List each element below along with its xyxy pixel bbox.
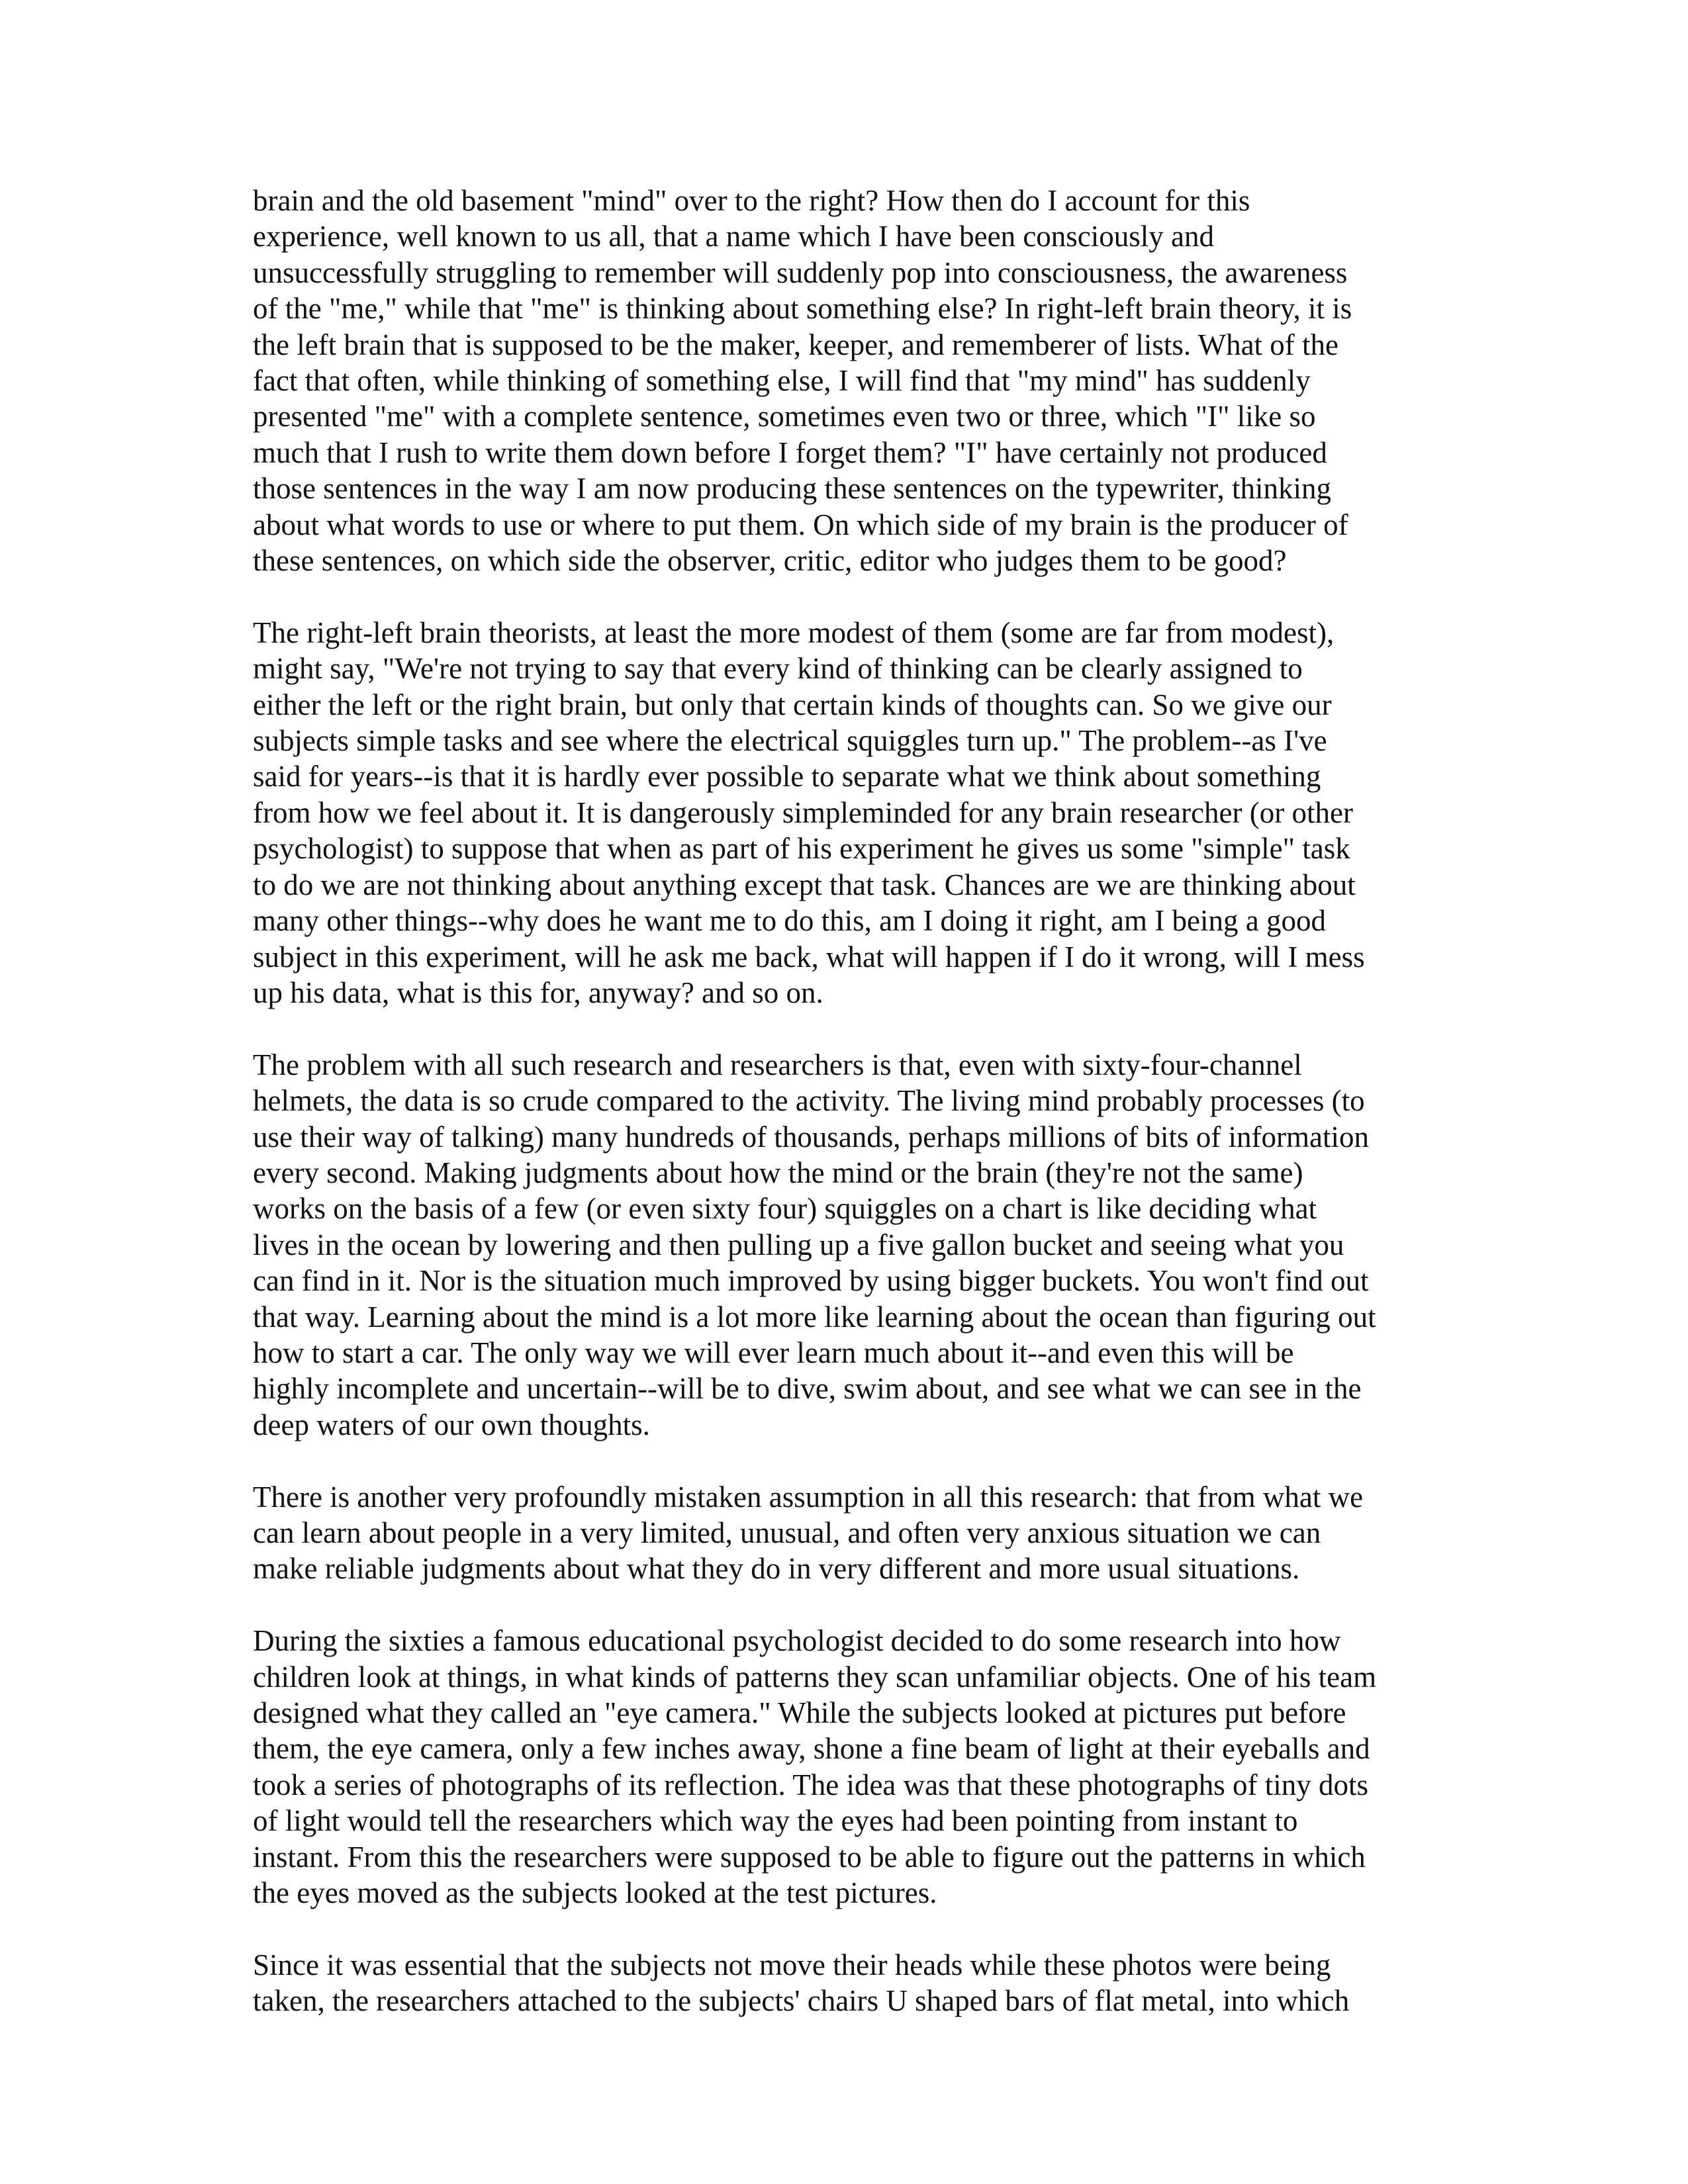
paragraph-2: The right-left brain theorists, at least the more modest of them (some are far from modest), might say, "We're not trying to say that every kind of thinking can be clearly assigned to either the left or the right brain, but only that certain kinds of thoughts can. So we give our subjects simple tasks and see where the electrical squiggles turn up." The problem--as I've said for years--is that it is hardly ever possible to separate what we think about something from how we feel about it. It is dangerously simpleminded for any brain researcher (or other psychologist) to suppose that when as part of his experiment he gives us some "simple" task to do we are not thinking about anything except that task. Chances are we are thinking about many other things--why does he want me to do this, am I doing it right, am I being a good subject in this experiment, will he ask me back, what will happen if I do it wrong, will I mess up his data, what is this for, anyway? and so on. [253, 615, 1365, 1009]
body-text [253, 183, 1438, 2019]
paragraph-4: There is another very profoundly mistaken assumption in all this research: that from what we can learn about people in a very limited, unusual, and often very anxious situation we can make reliable judgments about what they do in very different and more usual situations. [253, 1480, 1364, 1586]
paragraph-3: The problem with all such research and researchers is that, even with sixty-four-channel helmets, the data is so crude compared to the activity. The living mind probably processes (to use their way of talking) many hundreds of thousands, perhaps millions of bits of information every second. Making judgments about how the mind or the brain (they're not the same) works on the basis of a few (or even sixty four) squiggles on a chart is like deciding what lives in the ocean by lowering and then pulling up a five gallon bucket and seeing what you can find in it. Nor is the situation much improved by using bigger buckets. You won't find out that way. Learning about the mind is a lot more like learning about the ocean than figuring out how to start a car. The only way we will ever learn much about it--and even this will be highly incomplete and uncertain--will be to dive, swim about, and see what we can see in the deep waters of our own thoughts. [253, 1048, 1376, 1441]
paragraph-6: Since it was essential that the subjects not move their heads while these photos were being taken, the researchers attached to the subjects' chairs U shaped bars of flat metal, into which [253, 1948, 1350, 2018]
paragraph-1: brain and the old basement "mind" over to the right? How then do I account for this experience, well known to us all, that a name which I have been consciously and unsuccessfully struggling to remember will suddenly pop into consciousness, the awareness of the "me," while that "me" is thinking about something else? In right-left brain theory, it is the left brain that is supposed to be the maker, keeper, and rememberer of lists. What of the fact that often, while thinking of something else, I will find that "my mind" has suddenly presented "me" with a complete sentence, sometimes even two or three, which "I" like so much that I rush to write them down before I forget them? "I" have certainly not produced those sentences in the way I am now producing these sentences on the typewriter, thinking about what words to use or where to put them. On which side of my brain is the producer of these sentences, on which side the observer, critic, editor who judges them to be good? [253, 184, 1352, 578]
paragraph-5: During the sixties a famous educational psychologist decided to do some research into how children look at things, in what kinds of patterns they scan unfamiliar objects. One of his team designed what they called an "eye camera." While the subjects looked at pictures put before them, the eye camera, only a few inches away, shone a fine beam of light at their eyeballs and took a series of photographs of its reflection. The idea was that these photographs of tiny dots of light would tell the researchers which way the eyes had been pointing from instant to instant. From this the researchers were supposed to be able to figure out the patterns in which the eyes moved as the subjects looked at the test pictures. [253, 1624, 1377, 1910]
